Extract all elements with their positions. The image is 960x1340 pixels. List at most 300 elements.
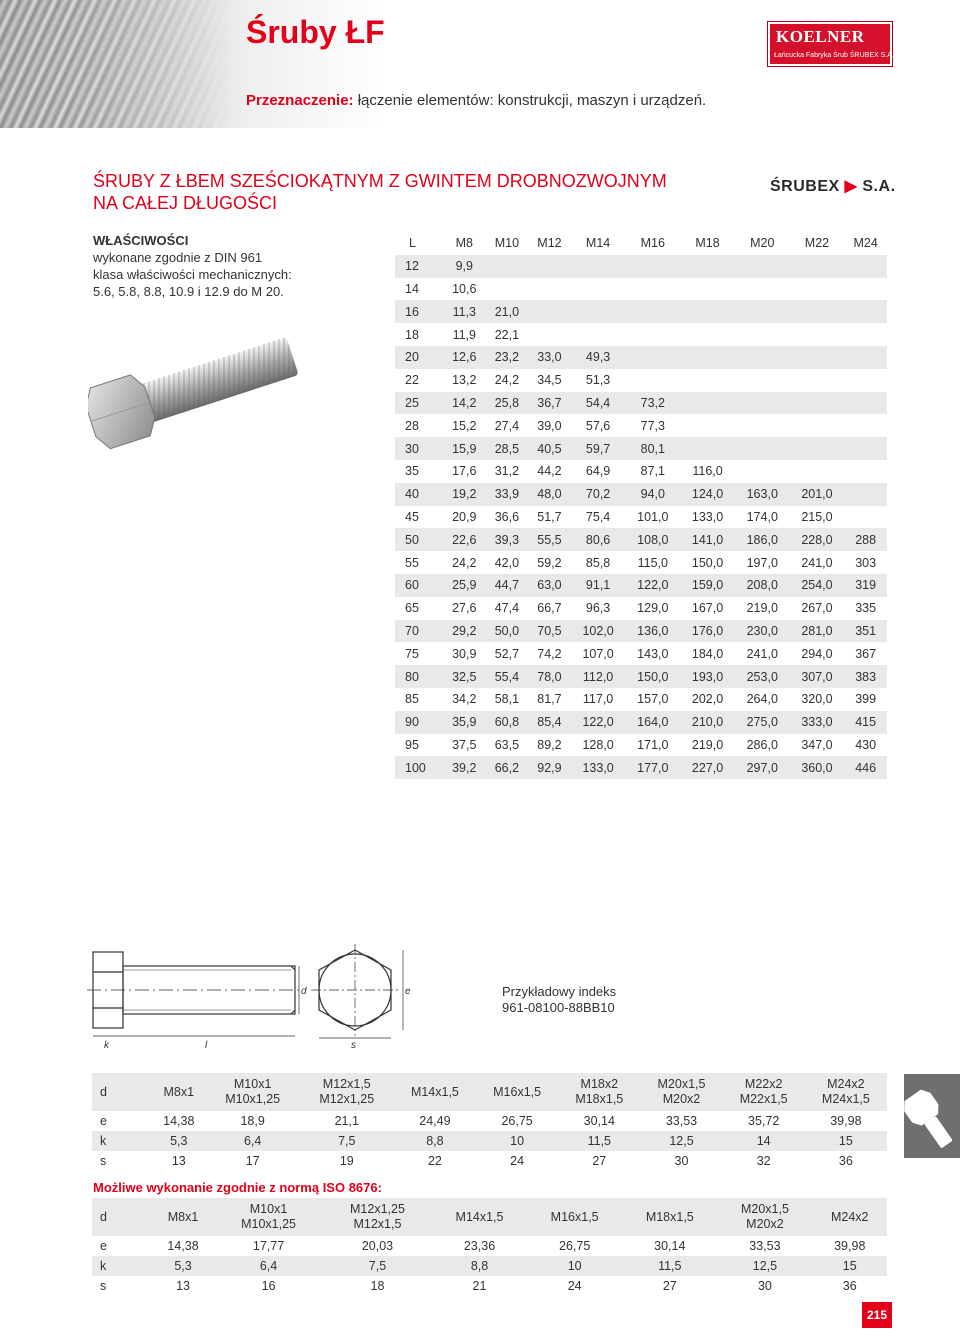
weight-cell: 34,5 (537, 373, 562, 388)
weight-cell: 136,0 (637, 623, 669, 638)
length-cell: 60 (405, 578, 419, 593)
dimension-cell: 15 (842, 1258, 857, 1273)
weight-cell: 87,1 (640, 464, 665, 479)
weight-cell: 63,5 (494, 737, 520, 752)
weight-cell: 21,0 (494, 304, 520, 319)
weight-cell: 133,0 (691, 509, 724, 524)
weight-cell: 73,2 (640, 395, 665, 410)
weight-cell: 28,5 (494, 441, 520, 456)
weight-cell: 92,9 (537, 760, 562, 775)
column-header: M22 (790, 232, 845, 255)
weight-cell: 176,0 (691, 623, 724, 638)
length-cell: 50 (405, 532, 419, 547)
weight-cell: 307,0 (801, 669, 833, 684)
thread-size-cell (152, 1198, 214, 1236)
weight-cell (680, 255, 735, 278)
weight-cell (735, 460, 790, 483)
dimension-cell: 26,75 (501, 1113, 533, 1128)
weight-cell: 150,0 (691, 555, 724, 570)
weight-cell: 133,0 (582, 760, 614, 775)
dimension-cell: 15 (838, 1133, 853, 1148)
length-cell: 22 (405, 373, 419, 388)
weight-cell (790, 392, 845, 415)
thread-size-cell (476, 1073, 558, 1111)
dimension-table-iso8676 (92, 1198, 887, 1296)
thread-size-cell (214, 1198, 323, 1236)
dimension-cell: 7,5 (368, 1258, 387, 1273)
dimension-cell: 19 (339, 1153, 354, 1168)
weight-cell: 446 (855, 760, 877, 775)
table-row (395, 483, 887, 506)
properties-block (93, 232, 292, 300)
thread-size: M12x1,25 (319, 1092, 375, 1106)
weight-cell: 383 (855, 669, 877, 684)
weight-cell: 351 (855, 623, 877, 638)
weight-cell: 27,4 (494, 418, 520, 433)
thread-size: M20x2 (662, 1092, 701, 1106)
thread-size: M10x1 (233, 1077, 272, 1091)
column-header: M8 (443, 232, 486, 255)
weight-cell: 241,0 (801, 555, 833, 570)
weight-cell: 197,0 (746, 555, 778, 570)
weight-cell: 208,0 (746, 578, 778, 593)
thread-size-cell (323, 1198, 432, 1236)
weight-cell (625, 369, 680, 392)
weight-cell (571, 278, 626, 301)
weight-cell: 177,0 (637, 760, 669, 775)
table-row (92, 1256, 887, 1276)
weight-cell (735, 255, 790, 278)
weight-cell: 39,3 (494, 532, 520, 547)
weight-cell: 58,1 (494, 692, 520, 707)
weight-cell: 112,0 (582, 669, 614, 684)
length-cell: 80 (405, 669, 419, 684)
weight-cell (680, 278, 735, 301)
column-header: L (395, 232, 443, 255)
weight-cell (735, 323, 790, 346)
thread-size: M12x1,5 (322, 1077, 371, 1091)
weight-cell (790, 255, 845, 278)
dimension-cell: 27 (662, 1278, 677, 1293)
dimension-cell: 23,36 (463, 1238, 496, 1253)
weight-cell (735, 278, 790, 301)
table-row (395, 460, 887, 483)
dimension-cell: 8,8 (426, 1133, 444, 1148)
length-cell: 45 (405, 509, 419, 524)
weight-cell (528, 255, 571, 278)
weight-cell: 264,0 (746, 692, 778, 707)
drawing-label-d: d (301, 986, 307, 997)
dimension-cell: 14,38 (167, 1238, 199, 1253)
dimension-cell: 13 (171, 1153, 186, 1168)
weight-cell: 303 (855, 555, 877, 570)
weight-cell: 60,8 (494, 715, 520, 730)
thread-size-cell (640, 1073, 722, 1111)
weight-cell (844, 300, 887, 323)
weight-cell (844, 437, 887, 460)
weight-cell: 227,0 (691, 760, 724, 775)
length-cell: 25 (405, 395, 419, 410)
weight-cell: 367 (855, 646, 877, 661)
weight-cell: 22,1 (494, 327, 520, 342)
length-cell: 75 (405, 646, 419, 661)
weight-cell: 150,0 (637, 669, 669, 684)
weight-cell: 33,9 (494, 487, 520, 502)
weight-cell (844, 369, 887, 392)
weight-cell: 29,2 (452, 623, 477, 638)
thread-size-cell (394, 1073, 476, 1111)
table-row (395, 437, 887, 460)
koelner-logo (768, 22, 892, 66)
dimension-cell: 22 (427, 1153, 442, 1168)
table-row (395, 300, 887, 323)
section-title-line1: ŚRUBY Z ŁBEM SZEŚCIOKĄTNYM Z GWINTEM DROBNOZWOJNYM (93, 171, 667, 191)
weight-cell: 193,0 (691, 669, 724, 684)
weight-cell: 19,2 (452, 487, 477, 502)
page-title: Śruby ŁF (246, 14, 385, 50)
weight-cell: 184,0 (691, 646, 724, 661)
weight-cell (844, 506, 887, 529)
purpose-text: łączenie elementów: konstrukcji, maszyn i urządzeń. (357, 92, 707, 109)
weight-cell (844, 255, 887, 278)
thread-size: M10x1,25 (225, 1092, 281, 1106)
dimension-cell: 39,98 (834, 1238, 866, 1253)
thread-size: M24x1,5 (821, 1092, 870, 1106)
weight-cell: 80,6 (585, 532, 611, 547)
table-row (92, 1131, 887, 1151)
thread-size-cell (622, 1198, 717, 1236)
weight-cell (844, 392, 887, 415)
table-row (395, 620, 887, 643)
dimension-cell: 10 (510, 1133, 525, 1148)
length-cell: 12 (405, 259, 419, 274)
row-label: k (100, 1258, 107, 1273)
section-title (93, 170, 667, 214)
thread-size: M20x1,5 (657, 1077, 706, 1091)
dimension-cell: 24,49 (419, 1113, 451, 1128)
srubex-x-mark-icon: ▶ (844, 178, 858, 195)
dimension-cell: 24 (510, 1153, 525, 1168)
column-header: M24 (844, 232, 887, 255)
thread-size-cell (717, 1198, 812, 1236)
weight-cell: 124,0 (691, 487, 724, 502)
weight-cell: 320,0 (801, 692, 833, 707)
length-cell: 65 (405, 601, 419, 616)
weight-cell: 75,4 (585, 509, 611, 524)
weight-cell: 66,2 (494, 760, 520, 775)
weight-cell (844, 323, 887, 346)
table-row (92, 1236, 887, 1256)
weight-cell (528, 323, 571, 346)
weight-cell: 25,8 (494, 395, 520, 410)
length-cell: 30 (405, 441, 419, 456)
weight-cell: 52,7 (494, 646, 520, 661)
weight-cell: 63,0 (537, 578, 562, 593)
dimension-cell: 35,72 (748, 1113, 780, 1128)
weight-cell: 91,1 (585, 578, 611, 593)
thread-size: M12x1,5 (353, 1217, 402, 1231)
thread-size: M22x1,5 (739, 1092, 788, 1106)
drawing-label-k: k (104, 1040, 109, 1050)
dimension-cell: 32 (756, 1153, 771, 1168)
table-row (395, 506, 887, 529)
dimension-cell: 13 (176, 1278, 190, 1293)
weight-cell: 360,0 (801, 760, 833, 775)
weight-cell: 78,0 (537, 669, 562, 684)
weight-cell: 36,6 (494, 509, 520, 524)
weight-cell: 333,0 (801, 715, 833, 730)
weight-cell: 167,0 (691, 601, 724, 616)
weight-cell: 23,2 (494, 350, 520, 365)
dimension-cell: 30 (757, 1278, 772, 1293)
thread-size-cell (432, 1198, 527, 1236)
weight-cell (790, 278, 845, 301)
weight-cell: 210,0 (691, 715, 724, 730)
dimension-cell: 18,9 (240, 1113, 265, 1128)
weight-cell: 34,2 (452, 692, 477, 707)
length-cell: 35 (405, 464, 419, 479)
weight-cell (790, 437, 845, 460)
weight-cell: 107,0 (582, 646, 614, 661)
weight-cell: 50,0 (494, 623, 520, 638)
weight-cell (680, 346, 735, 369)
thread-size-cell (558, 1073, 640, 1111)
weight-cell (790, 323, 845, 346)
weight-cell: 159,0 (691, 578, 724, 593)
length-cell: 18 (405, 327, 419, 342)
column-header: M12 (528, 232, 571, 255)
weight-cell: 286,0 (746, 737, 778, 752)
weight-cell: 33,0 (537, 350, 562, 365)
weight-cell: 163,0 (746, 487, 778, 502)
weight-cell (844, 483, 887, 506)
weight-cell: 24,2 (494, 373, 520, 388)
table-row (395, 756, 887, 779)
table-row (395, 528, 887, 551)
dimension-cell: 14,38 (163, 1113, 195, 1128)
dimension-cell: 27 (592, 1153, 607, 1168)
weight-cell (680, 369, 735, 392)
length-cell: 28 (405, 418, 419, 433)
weight-cell: 101,0 (637, 509, 669, 524)
weight-cell: 12,6 (452, 350, 477, 365)
length-cell: 70 (405, 623, 419, 638)
weight-cell: 11,9 (452, 327, 476, 342)
koelner-logo-text: KOELNER (776, 27, 865, 46)
weight-cell: 116,0 (692, 464, 723, 479)
dimension-cell: 36 (842, 1278, 857, 1293)
weight-cell: 85,8 (585, 555, 611, 570)
koelner-logo-subtext: Łańcucka Fabryka Śrub ŚRUBEX S.A. (774, 52, 894, 59)
table-row (395, 278, 887, 301)
table-row (395, 551, 887, 574)
weight-cell (735, 346, 790, 369)
dimension-cell: 33,53 (749, 1238, 781, 1253)
section-title-line2: NA CAŁEJ DŁUGOŚCI (93, 193, 278, 213)
weight-cell: 319 (855, 578, 877, 593)
column-header: M10 (486, 232, 529, 255)
weight-cell: 215,0 (801, 509, 833, 524)
table-row (395, 574, 887, 597)
weight-cell: 70,5 (537, 623, 562, 638)
weight-cell: 36,7 (537, 395, 562, 410)
weight-cell: 11,3 (452, 304, 476, 319)
dimension-cell: 33,53 (665, 1113, 698, 1128)
weight-cell: 253,0 (746, 669, 778, 684)
weight-cell: 89,2 (537, 737, 562, 752)
weight-cell: 49,3 (585, 350, 611, 365)
weight-cell (680, 414, 735, 437)
weight-cell: 288 (855, 532, 877, 547)
weight-cell: 219,0 (746, 601, 778, 616)
row-label: s (100, 1153, 107, 1168)
weight-cell: 230,0 (746, 623, 778, 638)
weight-cell: 201,0 (801, 487, 833, 502)
weight-cell: 128,0 (582, 737, 614, 752)
properties-line2: klasa właściwości mechanicznych: (93, 267, 292, 282)
length-cell: 90 (405, 715, 419, 730)
weight-cell (844, 346, 887, 369)
weight-cell (844, 414, 887, 437)
dimension-cell: 30,14 (583, 1113, 615, 1128)
table-row (92, 1151, 887, 1171)
weight-cell: 94,0 (640, 487, 665, 502)
weight-cell: 55,5 (537, 532, 562, 547)
dimension-cell: 12,5 (752, 1258, 778, 1273)
weight-cell (680, 392, 735, 415)
dimension-cell: 18 (370, 1278, 385, 1293)
table-row (92, 1073, 887, 1111)
weight-cell: 44,2 (537, 464, 562, 479)
column-header: M14 (571, 232, 626, 255)
row-label: d (100, 1084, 107, 1099)
weight-cell (844, 460, 887, 483)
weight-cell: 39,0 (537, 418, 562, 433)
weight-cell (680, 323, 735, 346)
thread-size-cell (527, 1198, 622, 1236)
table-row (395, 392, 887, 415)
drawing-label-s: s (351, 1040, 356, 1050)
weight-cell: 267,0 (801, 601, 833, 616)
column-header: M18 (680, 232, 735, 255)
weight-cell: 77,3 (640, 418, 665, 433)
weight-table-header (395, 232, 887, 255)
table-row (395, 346, 887, 369)
weight-cell (571, 300, 626, 323)
thread-size: M14x1,5 (410, 1084, 459, 1099)
weight-cell: 141,0 (691, 532, 724, 547)
thread-size: M20x2 (746, 1217, 784, 1231)
weight-cell (625, 323, 680, 346)
thread-size: M22x2 (744, 1077, 783, 1091)
weight-cell: 254,0 (801, 578, 833, 593)
thread-size-cell (206, 1073, 300, 1111)
weight-cell: 186,0 (746, 532, 778, 547)
weight-cell: 171,0 (637, 737, 669, 752)
weight-cell (625, 278, 680, 301)
weight-cell: 74,2 (537, 646, 562, 661)
weight-cell: 115,0 (637, 555, 668, 570)
weight-cell: 143,0 (637, 646, 669, 661)
length-cell: 85 (405, 692, 419, 707)
example-index (502, 984, 616, 1016)
weight-cell: 44,7 (494, 578, 520, 593)
weight-cell (735, 414, 790, 437)
weight-cell (486, 278, 529, 301)
dimension-cell: 16 (261, 1278, 276, 1293)
weight-cell: 39,2 (452, 760, 477, 775)
weight-table-body (395, 255, 887, 779)
thread-size: M18x1,5 (575, 1092, 624, 1106)
hex-bolt-image (88, 315, 308, 475)
weight-cell: 31,2 (494, 464, 520, 479)
thread-size: M20x1,5 (740, 1202, 789, 1216)
weight-cell: 399 (855, 692, 877, 707)
weight-cell: 66,7 (537, 601, 562, 616)
srubex-logo (770, 176, 896, 196)
table-row (395, 597, 887, 620)
dimension-cell: 11,5 (658, 1258, 682, 1273)
weight-cell (790, 369, 845, 392)
length-cell: 16 (405, 304, 419, 319)
dimension-cell: 21,1 (334, 1113, 359, 1128)
side-tab (904, 1074, 960, 1158)
weight-cell: 32,5 (452, 669, 477, 684)
thread-size: M10x1,25 (241, 1217, 296, 1231)
weight-cell: 40,5 (537, 441, 562, 456)
dimension-cell: 21 (472, 1278, 487, 1293)
row-label: e (100, 1113, 107, 1128)
weight-cell (571, 255, 626, 278)
example-index-value: 961-08100-88BB10 (502, 1000, 615, 1015)
weight-cell (790, 346, 845, 369)
weight-cell: 129,0 (637, 601, 669, 616)
weight-cell: 294,0 (801, 646, 833, 661)
weight-cell (790, 414, 845, 437)
weight-cell: 9,9 (455, 259, 473, 274)
thread-size: M14x1,5 (455, 1209, 504, 1224)
thread-size: M18x1,5 (645, 1209, 694, 1224)
weight-cell: 335 (855, 601, 877, 616)
dimension-cell: 10 (567, 1258, 582, 1273)
weight-cell (790, 460, 845, 483)
purpose-line (246, 92, 706, 109)
table-row (395, 665, 887, 688)
thread-size-cell (813, 1198, 888, 1236)
dimension-cell: 30,14 (654, 1238, 686, 1253)
weight-cell: 157,0 (637, 692, 669, 707)
weight-cell (528, 278, 571, 301)
thread-size: M16x1,5 (493, 1084, 542, 1099)
dimension-cell: 14 (756, 1133, 771, 1148)
column-header: M20 (735, 232, 790, 255)
weight-cell: 15,9 (452, 441, 477, 456)
dimension-cell: 36 (838, 1153, 853, 1168)
weight-cell: 430 (855, 737, 877, 752)
weight-cell: 25,9 (452, 578, 477, 593)
drawing-label-e: e (405, 986, 411, 997)
table-row (395, 255, 887, 278)
weight-cell: 122,0 (637, 578, 669, 593)
table-row (395, 323, 887, 346)
length-cell: 95 (405, 737, 419, 752)
dimension-table-din961 (92, 1073, 887, 1171)
table-row (395, 369, 887, 392)
weight-cell: 347,0 (801, 737, 833, 752)
weight-cell: 27,6 (452, 601, 477, 616)
dimension-cell: 17,77 (252, 1238, 285, 1253)
header-band (0, 0, 960, 128)
